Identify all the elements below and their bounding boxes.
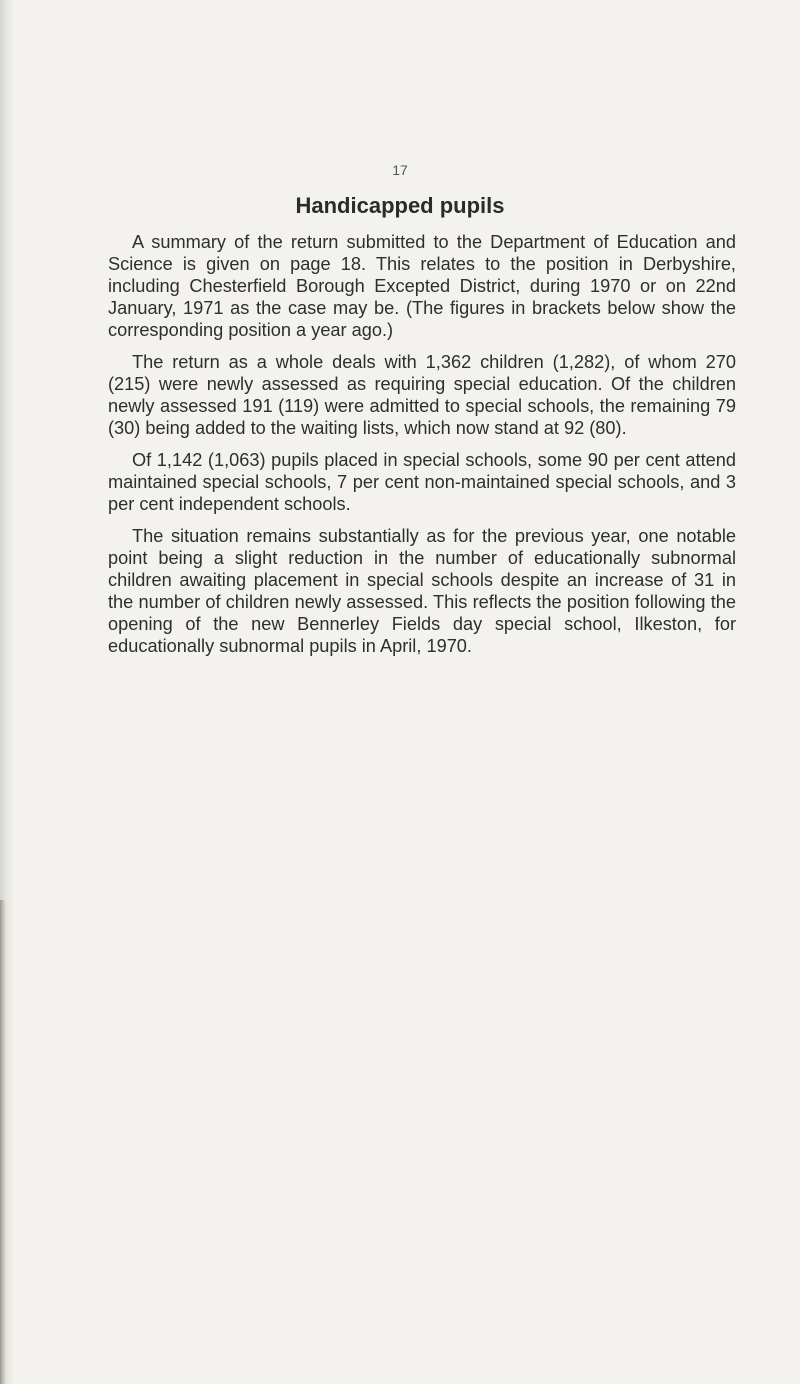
paragraph-summary: A summary of the return submitted to the Department of Education and Science is given on page 18. This relates to the position in Derbyshire, including Chesterfield Borough Excepted District, during 1970 or on 22nd January, 1971 as the case may be. (The figures in brackets below show the corresponding position a year ago.) <box>108 232 736 340</box>
page-number: 17 <box>392 162 408 178</box>
paragraph-school-placement: Of 1,142 (1,063) pupils placed in special schools, some 90 per cent attend maintained special schools, 7 per cent non-maintained special schools, and 3 per cent independent schools. <box>108 450 736 514</box>
paragraph-return-totals: The return as a whole deals with 1,362 children (1,282), of whom 270 (215) were newly assessed as requiring special education. Of the children newly assessed 191 (119) were admitted to special schools, the remaining 79 (30) being added to the waiting lists, which now stand at 92 (80). <box>108 352 736 438</box>
body-text <box>108 231 736 667</box>
binding-shadow <box>0 900 6 1384</box>
paragraph-situation: The situation remains substantially as for the previous year, one notable point being a slight reduction in the number of educationally subnormal children awaiting placement in special schools despite an increase of 31 in the number of children newly assessed. This reflects the position following the opening of the new Bennerley Fields day special school, Ilkeston, for educationally subnormal pupils in April, 1970. <box>108 526 736 656</box>
page-title: Handicapped pupils <box>295 193 505 218</box>
